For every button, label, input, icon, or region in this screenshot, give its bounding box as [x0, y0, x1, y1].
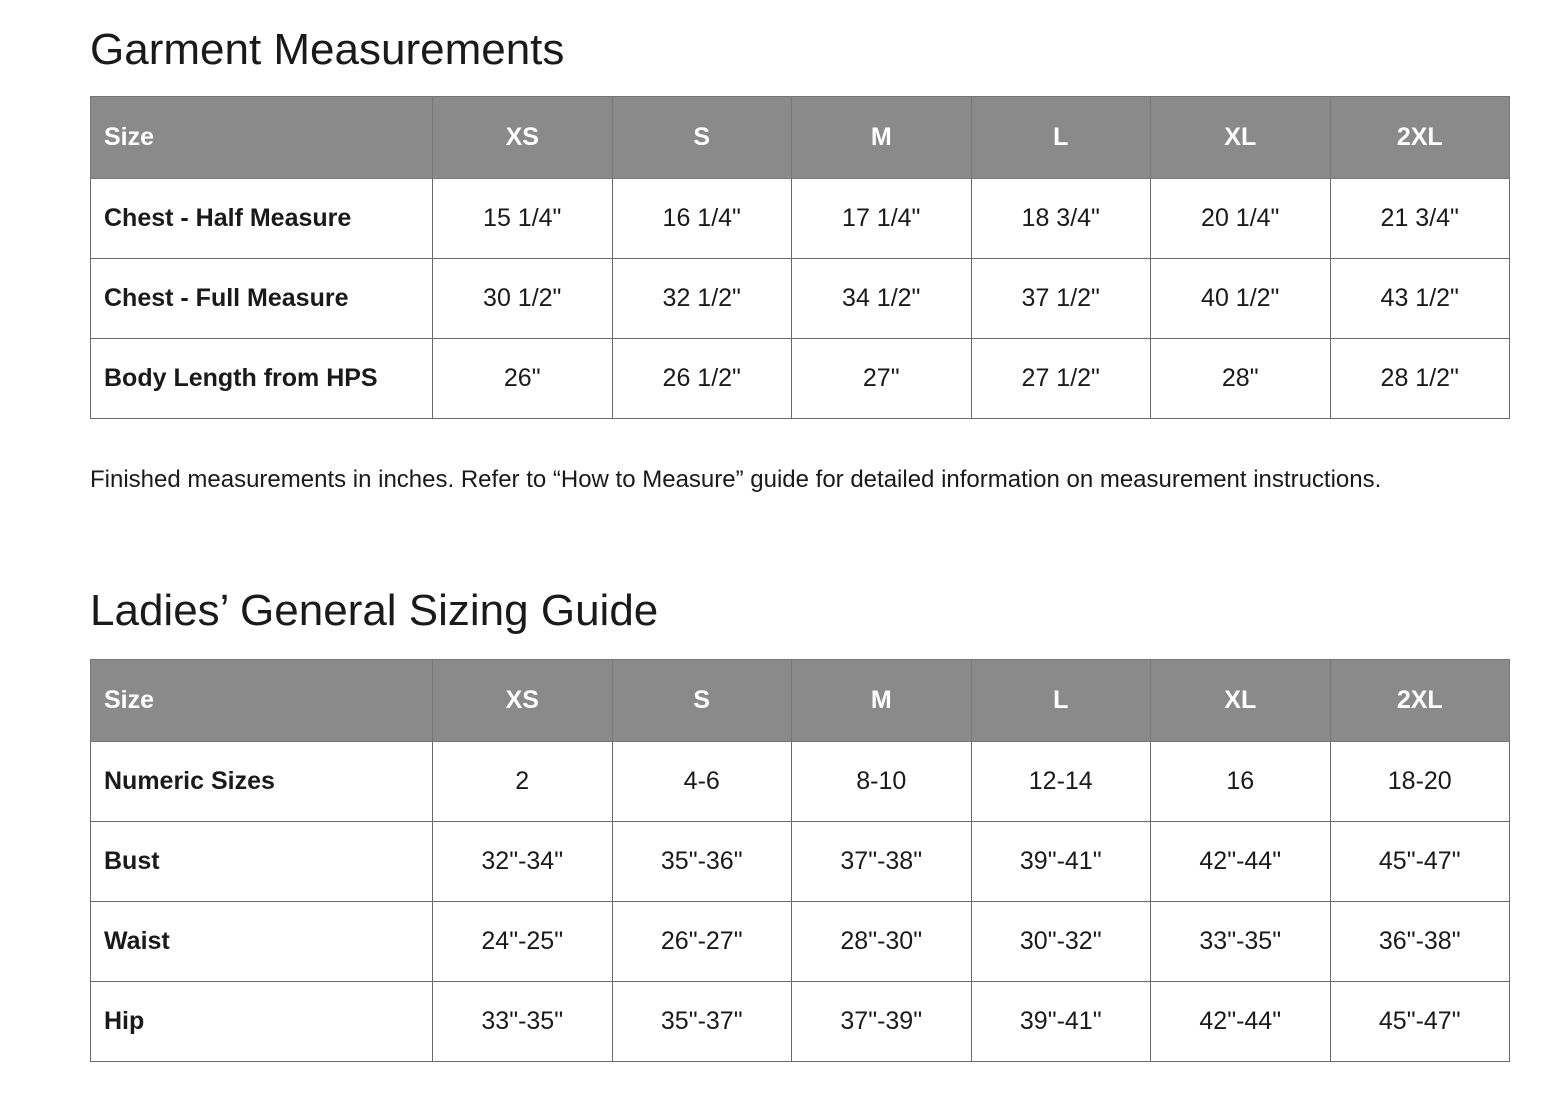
- table-cell: 37"-39": [792, 982, 972, 1062]
- table-cell: 20 1/4": [1151, 179, 1331, 259]
- header-cell-l: L: [971, 660, 1151, 742]
- table-cell: 32"-34": [433, 822, 613, 902]
- table-cell: 24"-25": [433, 902, 613, 982]
- table-cell: 27": [792, 339, 972, 419]
- table-cell: 39"-41": [971, 982, 1151, 1062]
- header-cell-xs: XS: [433, 660, 613, 742]
- table-cell: 17 1/4": [792, 179, 972, 259]
- header-cell-2xl: 2XL: [1330, 660, 1510, 742]
- table-cell: 37 1/2": [971, 259, 1151, 339]
- table-cell: 30 1/2": [433, 259, 613, 339]
- table-cell: 36"-38": [1330, 902, 1510, 982]
- table-cell: 28 1/2": [1330, 339, 1510, 419]
- header-cell-2xl: 2XL: [1330, 97, 1510, 179]
- header-cell-m: M: [792, 660, 972, 742]
- table-cell: 33"-35": [433, 982, 613, 1062]
- row-label: Bust: [91, 822, 433, 902]
- table-cell: 4-6: [612, 742, 792, 822]
- table-row: [91, 259, 1510, 339]
- table-cell: 16 1/4": [612, 179, 792, 259]
- header-cell-l: L: [971, 97, 1151, 179]
- table-cell: 34 1/2": [792, 259, 972, 339]
- table-cell: 2: [433, 742, 613, 822]
- header-cell-m: M: [792, 97, 972, 179]
- table-cell: 16: [1151, 742, 1331, 822]
- table-cell: 18 3/4": [971, 179, 1151, 259]
- table-row: [91, 822, 1510, 902]
- table-cell: 30"-32": [971, 902, 1151, 982]
- table-header-row: [91, 97, 1510, 179]
- table-row: [91, 982, 1510, 1062]
- table-header-row: [91, 660, 1510, 742]
- table-row: [91, 742, 1510, 822]
- table-cell: 26"-27": [612, 902, 792, 982]
- table-cell: 35"-37": [612, 982, 792, 1062]
- table-cell: 35"-36": [612, 822, 792, 902]
- table-cell: 37"-38": [792, 822, 972, 902]
- table-row: [91, 902, 1510, 982]
- table-cell: 33"-35": [1151, 902, 1331, 982]
- table-cell: 26": [433, 339, 613, 419]
- header-cell-size: Size: [91, 97, 433, 179]
- header-cell-s: S: [612, 97, 792, 179]
- ladies-sizing-guide-title: Ladies’ General Sizing Guide: [90, 586, 659, 635]
- table-cell: 42"-44": [1151, 982, 1331, 1062]
- header-cell-s: S: [612, 660, 792, 742]
- table-cell: 40 1/2": [1151, 259, 1331, 339]
- table-cell: 15 1/4": [433, 179, 613, 259]
- table-cell: 8-10: [792, 742, 972, 822]
- row-label: Waist: [91, 902, 433, 982]
- row-label: Chest - Half Measure: [91, 179, 433, 259]
- row-label: Numeric Sizes: [91, 742, 433, 822]
- row-label: Body Length from HPS: [91, 339, 433, 419]
- measurement-footnote: Finished measurements in inches. Refer to “How to Measure” guide for detailed information on measurement instructions.: [90, 466, 1382, 493]
- header-cell-xs: XS: [433, 97, 613, 179]
- garment-measurements-table: [90, 96, 1510, 419]
- table-cell: 12-14: [971, 742, 1151, 822]
- table-cell: 27 1/2": [971, 339, 1151, 419]
- table-row: [91, 179, 1510, 259]
- table-cell: 32 1/2": [612, 259, 792, 339]
- table-cell: 43 1/2": [1330, 259, 1510, 339]
- table-cell: 28"-30": [792, 902, 972, 982]
- table-row: [91, 339, 1510, 419]
- table-cell: 28": [1151, 339, 1331, 419]
- header-cell-size: Size: [91, 660, 433, 742]
- table-cell: 45"-47": [1330, 822, 1510, 902]
- table-cell: 18-20: [1330, 742, 1510, 822]
- table-cell: 21 3/4": [1330, 179, 1510, 259]
- table-cell: 26 1/2": [612, 339, 792, 419]
- header-cell-xl: XL: [1151, 660, 1331, 742]
- table-cell: 39"-41": [971, 822, 1151, 902]
- ladies-sizing-table: [90, 659, 1510, 1062]
- row-label: Chest - Full Measure: [91, 259, 433, 339]
- table-cell: 42"-44": [1151, 822, 1331, 902]
- table-cell: 45"-47": [1330, 982, 1510, 1062]
- garment-measurements-title: Garment Measurements: [90, 25, 565, 74]
- row-label: Hip: [91, 982, 433, 1062]
- header-cell-xl: XL: [1151, 97, 1331, 179]
